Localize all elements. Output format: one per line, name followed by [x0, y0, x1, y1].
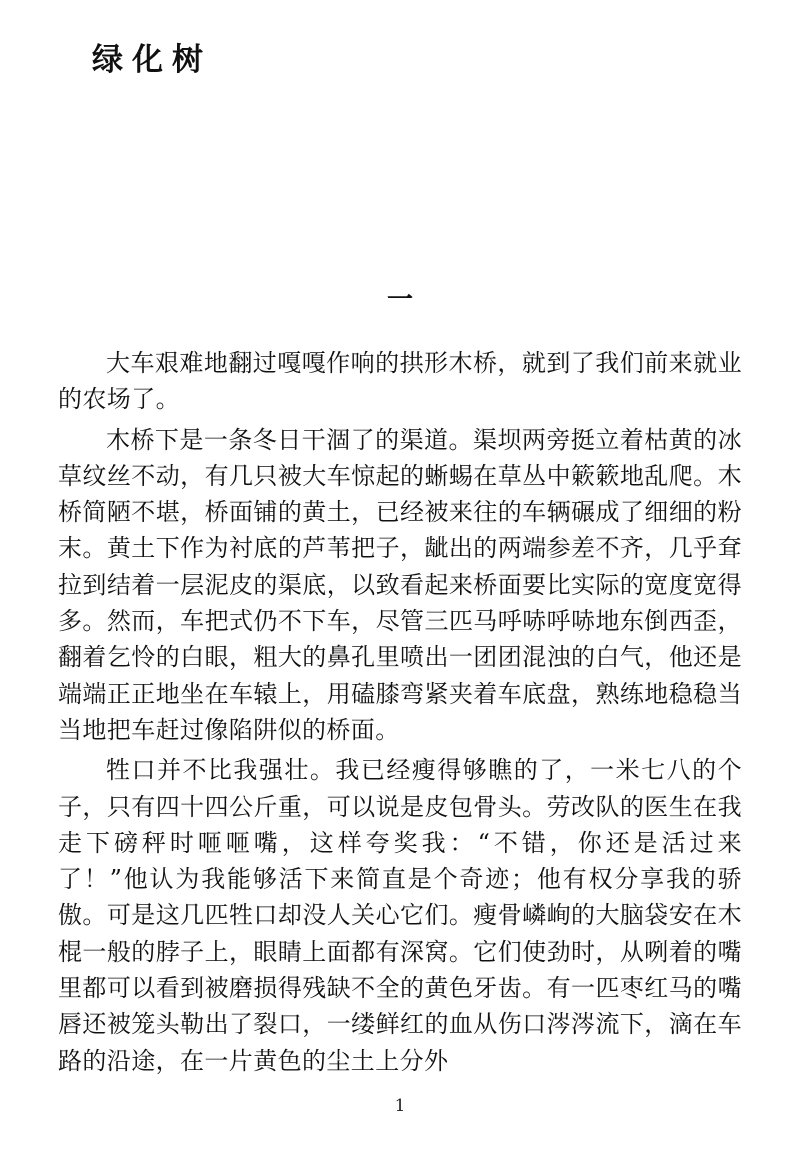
paragraph: 大车艰难地翻过嘎嘎作响的拱形木桥，就到了我们前来就业的农场了。 [58, 349, 742, 414]
body-text [58, 345, 742, 1083]
chapter-title: 绿化树 [92, 42, 212, 78]
page-number: 1 [394, 1096, 406, 1116]
section-number: 一 [386, 285, 413, 315]
paragraph: 木桥下是一条冬日干涸了的渠道。渠坝两旁挺立着枯黄的冰草纹丝不动，有几只被大车惊起的蜥蜴在草丛中簌簌地乱爬。木桥简陋不堪，桥面铺的黄土，已经被来往的车辆碾成了细细的粉末。黄土下作为衬底的芦苇把子，龇出的两端参差不齐，几乎耷拉到结着一层泥皮的渠底，以致看起来桥面要比实际的宽度宽得多。然而，车把式仍不下车，尽管三匹马呼哧呼哧地东倒西歪，翻着乞怜的白眼，粗大的鼻孔里喷出一团团混浊的白气，他还是端端正正地坐在车辕上，用磕膝弯紧夹着车底盘，熟练地稳稳当当地把车赶过像陷阱似的桥面。 [58, 425, 742, 744]
paragraph: 牲口并不比我强壮。我已经瘦得够瞧的了，一米七八的个子，只有四十四公斤重，可以说是皮包骨头。劳改队的医生在我走下磅秤时咂咂嘴，这样夸奖我：“不错，你还是活过来了！”他认为我能够活下来简直是个奇迹；他有权分享我的骄傲。可是这几匹牲口却没人关心它们。瘦骨嶙峋的大脑袋安在木棍一般的脖子上，眼睛上面都有深窝。它们使劲时，从咧着的嘴里都可以看到被磨损得残缺不全的黄色牙齿。有一匹枣红马的嘴唇还被笼头勒出了裂口，一缕鲜红的血从伤口涔涔流下，滴在车路的沿途，在一片黄色的尘土上分外 [58, 756, 742, 1075]
